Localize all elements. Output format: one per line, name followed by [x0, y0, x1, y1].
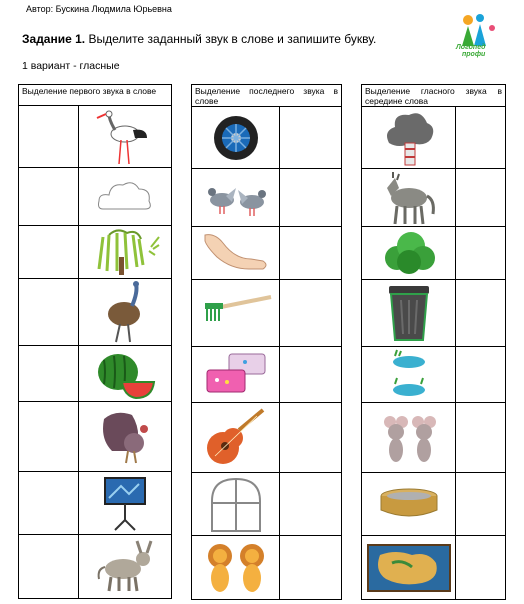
answer-cell[interactable]: [19, 346, 79, 402]
answer-cell[interactable]: [456, 107, 506, 169]
bush-image: [381, 228, 437, 278]
answer-cell[interactable]: [456, 536, 506, 600]
logo-line-1: Логопед: [456, 44, 486, 51]
donkey-image: [93, 539, 157, 595]
ukulele-image: [201, 406, 271, 470]
answer-cell[interactable]: [280, 280, 342, 347]
variant-label: 1 вариант - гласные: [22, 60, 120, 72]
mice-image: [376, 410, 442, 466]
sieve-image: [378, 486, 440, 522]
author-line: Автор: Бускина Людмила Юрьевна: [26, 4, 172, 14]
answer-cell[interactable]: [19, 106, 79, 168]
answer-cell[interactable]: [19, 168, 79, 226]
table-header: Выделение последнего звука в слове: [192, 85, 342, 107]
task-title: [22, 32, 376, 46]
answer-cell[interactable]: [456, 403, 506, 473]
answer-cell[interactable]: [19, 279, 79, 346]
window-image: [206, 475, 266, 533]
answer-cell[interactable]: [19, 226, 79, 279]
table-header: Выделение гласного звука в середине слова: [362, 85, 506, 107]
task-instruction: Выделите заданный звук в слове и запишите букву.: [85, 32, 377, 46]
pencil-cases-image: [201, 352, 271, 398]
answer-cell[interactable]: [280, 403, 342, 473]
answer-cell[interactable]: [456, 227, 506, 280]
answer-cell[interactable]: [456, 280, 506, 347]
wheel-image: [211, 112, 261, 164]
answer-cell[interactable]: [456, 169, 506, 227]
watermelon-image: [92, 348, 158, 400]
smoke-image: [381, 109, 437, 167]
projector-image: [99, 474, 151, 532]
table-last-sound: [191, 84, 342, 600]
task-number: Задание 1.: [22, 32, 86, 46]
arm-image: [201, 229, 271, 277]
answer-cell[interactable]: [280, 536, 342, 600]
table-middle-vowel: [361, 84, 506, 600]
answer-cell[interactable]: [280, 347, 342, 403]
wolf-image: [381, 170, 437, 226]
rake-image: [199, 293, 273, 333]
table-first-sound: [18, 84, 172, 599]
answer-cell[interactable]: [19, 402, 79, 472]
pigeons-image: [200, 176, 272, 220]
answer-cell[interactable]: [280, 227, 342, 280]
table-header: Выделение первого звука в слове: [19, 85, 172, 106]
answer-cell[interactable]: [280, 107, 342, 169]
trash-bin-image: [385, 282, 433, 344]
answer-cell[interactable]: [456, 473, 506, 536]
answer-cell[interactable]: [280, 473, 342, 536]
lions-image: [200, 540, 272, 596]
emu-image: [100, 280, 150, 344]
cloud-image: [95, 177, 155, 217]
willow-image: [89, 227, 161, 277]
map-image: [366, 543, 452, 593]
stork-image: [95, 108, 155, 166]
answer-cell[interactable]: [456, 347, 506, 403]
answer-cell[interactable]: [280, 169, 342, 227]
logo-line-2: профи: [462, 51, 486, 58]
turkey-image: [96, 409, 154, 465]
answer-cell[interactable]: [19, 535, 79, 599]
ponds-image: [389, 348, 429, 402]
answer-cell[interactable]: [19, 472, 79, 535]
